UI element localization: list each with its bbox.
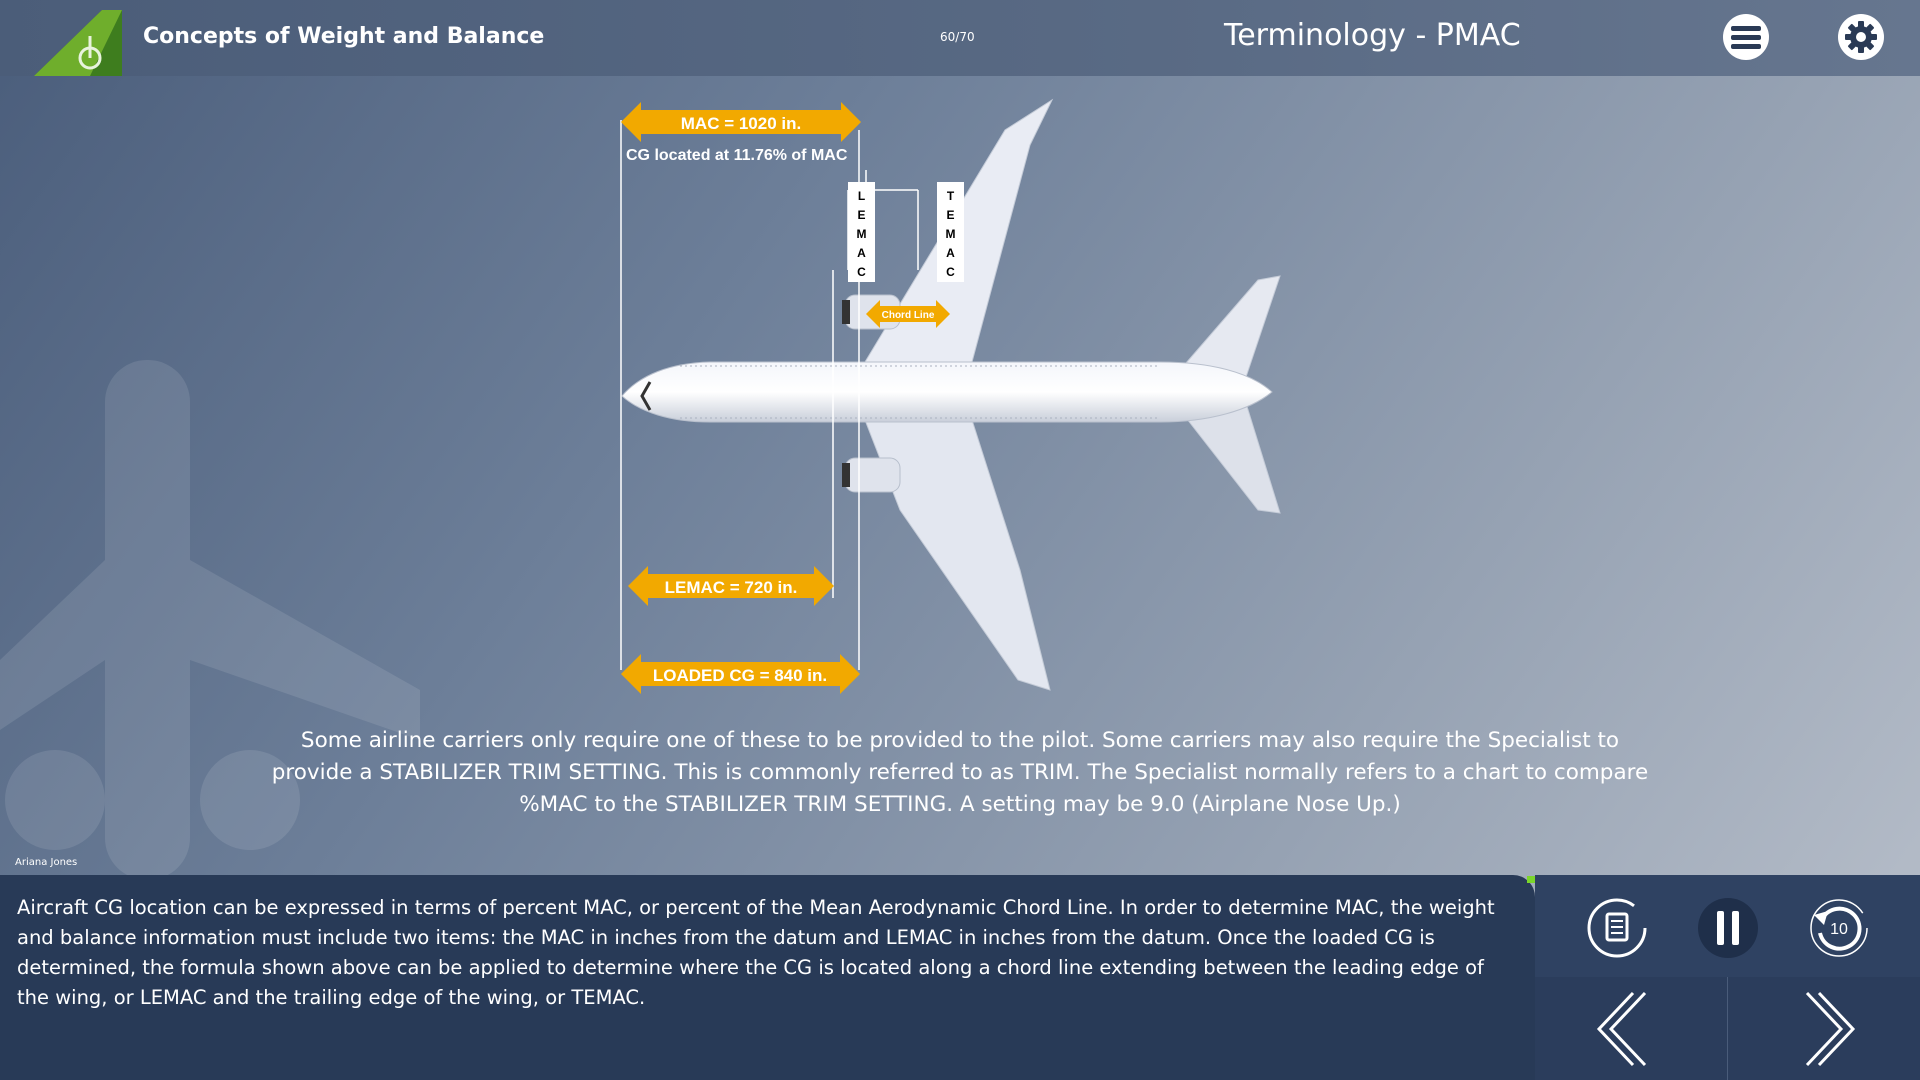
temac-letter: T — [946, 189, 955, 203]
lemac-letter: E — [857, 208, 866, 222]
narrator-name: Ariana Jones — [15, 857, 78, 868]
menu-icon — [1731, 25, 1761, 49]
cg-note: CG located at 11.76% of MAC — [626, 147, 848, 164]
course-title: Concepts of Weight and Balance — [143, 24, 545, 49]
playback-controls — [1535, 875, 1920, 977]
mac-diagram — [600, 90, 1320, 710]
lemac-label: LEMAC = 720 in. — [664, 578, 798, 597]
next-slide-button[interactable] — [1785, 987, 1865, 1071]
pause-button[interactable] — [1697, 897, 1759, 959]
temac-letter: C — [946, 265, 955, 279]
transcript-text: Aircraft CG location can be expressed in terms of percent MAC, or percent of the Mean Aerodynamic Chord Line. In order to determine MAC, the weight and balance information must include two items: the MAC in inches from the datum and LEMAC in inches from the datum. Once the loaded CG is determined, the formula shown above can be applied to determine where the CG is located along a chord line extending between the leading edge of the wing, or LEMAC and the trailing edge of the wing, or TEMAC. — [17, 896, 1495, 1009]
slide-caption: Some airline carriers only require one of these to be provided to the pilot. Some carriers may also require the Specialist to provide a STABILIZER TRIM SETTING. This is commonly referred to as TRIM. The Specialist normally refers to a chart to compare %MAC to the STABILIZER TRIM SETTING. A setting may be 9.0 (Airplane Nose Up.) — [271, 728, 1649, 817]
pause-icon — [1697, 897, 1759, 959]
lemac-letter: C — [857, 265, 866, 279]
loaded-cg-label: LOADED CG = 840 in. — [652, 666, 828, 685]
lemac-letter: L — [857, 189, 866, 203]
loaded-cg-arrow — [621, 654, 860, 694]
lemac-letter: A — [857, 246, 866, 260]
slide-navigation — [1535, 977, 1920, 1080]
temac-letter: A — [946, 246, 955, 260]
section-title: Terminology - PMAC — [1224, 18, 1521, 53]
temac-letter: E — [946, 208, 955, 222]
previous-slide-button[interactable] — [1587, 987, 1667, 1071]
course-logo-icon — [30, 6, 130, 76]
mac-label: MAC = 1020 in. — [680, 114, 802, 133]
lemac-vertical-label — [848, 182, 875, 282]
mac-arrow — [621, 102, 861, 142]
chord-line-label: Chord Line — [881, 310, 935, 321]
transcript-panel — [0, 875, 1535, 1080]
chevron-right-icon — [1785, 987, 1865, 1071]
temac-letter: M — [945, 227, 956, 241]
menu-button[interactable] — [1723, 14, 1769, 60]
nav-divider — [1727, 977, 1728, 1080]
gear-icon — [1844, 20, 1878, 54]
chevron-left-icon — [1587, 987, 1667, 1071]
lemac-letter: M — [856, 227, 867, 241]
settings-button[interactable] — [1838, 14, 1884, 60]
svg-text:10: 10 — [1830, 921, 1848, 938]
replay-10-button[interactable] — [1808, 897, 1870, 959]
top-bar — [0, 0, 1920, 76]
replay-10-icon — [1808, 897, 1870, 959]
transcript-toggle-button[interactable] — [1586, 897, 1648, 959]
transcript-icon — [1586, 897, 1648, 959]
page-counter: 60/70 — [940, 30, 975, 44]
lemac-arrow — [628, 566, 834, 606]
temac-vertical-label — [937, 182, 964, 282]
